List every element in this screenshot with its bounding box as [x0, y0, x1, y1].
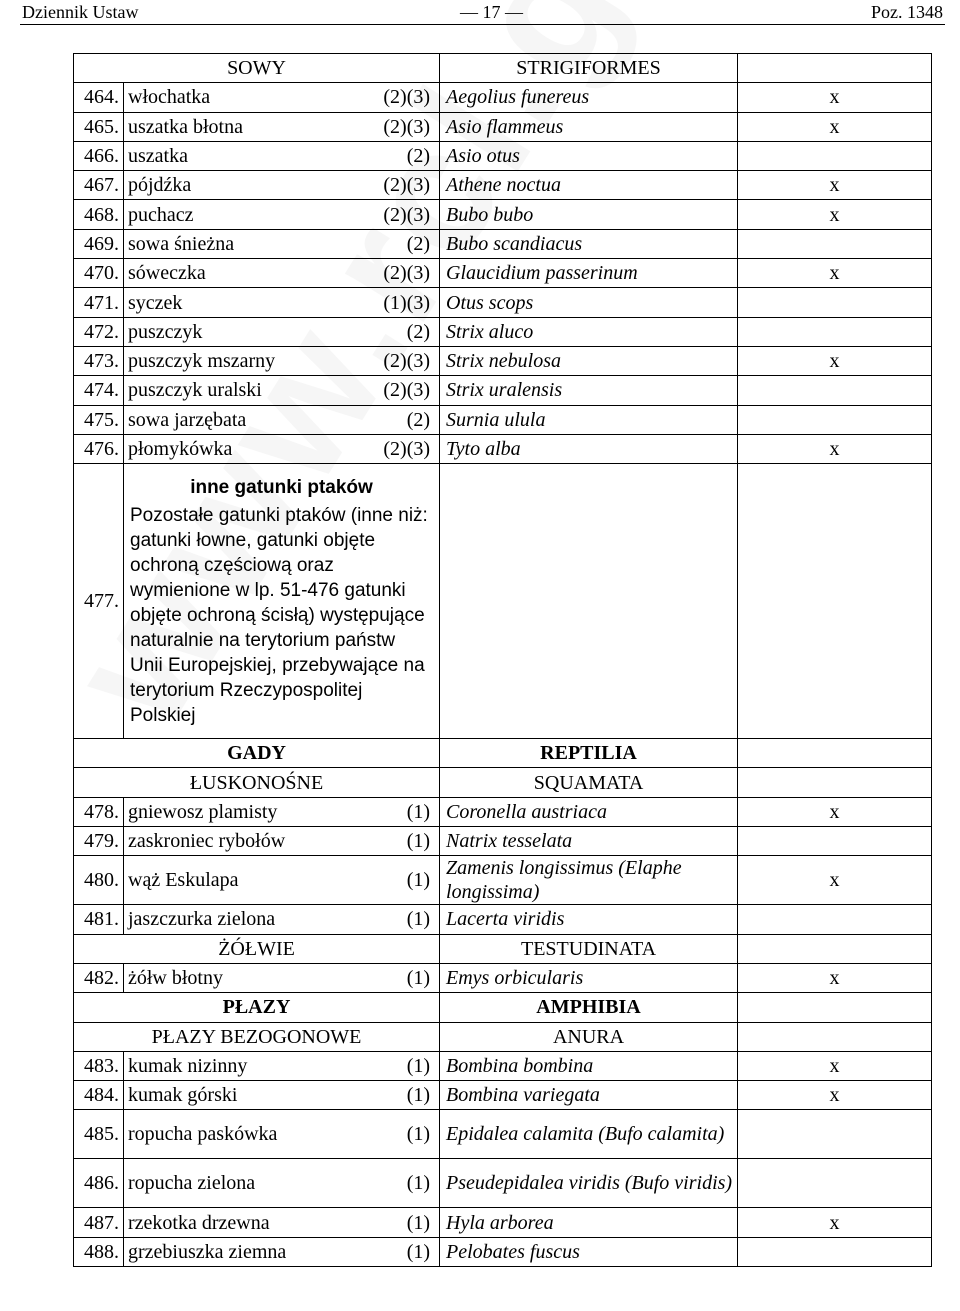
protection-code: (2)(3)	[383, 350, 431, 373]
species-name-cell	[124, 434, 440, 463]
species-row	[74, 229, 932, 258]
species-name-pl: puszczyk mszarny	[128, 350, 276, 373]
species-name-cell	[124, 141, 440, 170]
species-row	[74, 259, 932, 288]
mark-cell: x	[738, 963, 932, 992]
group-name-pl: SOWY	[74, 54, 440, 83]
species-name-latin: Coronella austriaca	[440, 797, 738, 826]
row-number: 483.	[74, 1051, 124, 1080]
species-name-cell	[124, 112, 440, 141]
protection-code: (2)(3)	[383, 438, 431, 460]
species-row	[74, 141, 932, 170]
species-row	[74, 171, 932, 200]
species-name-cell	[124, 1081, 440, 1110]
species-name-latin: Emys orbicularis	[440, 963, 738, 992]
protection-code: (2)	[406, 320, 431, 343]
species-name-cell	[124, 1159, 440, 1208]
protection-code: (1)	[406, 967, 431, 990]
species-name-pl: włochatka	[128, 86, 211, 109]
row-number: 472.	[74, 317, 124, 346]
group-name-pl: ŁUSKONOŚNE	[74, 768, 440, 797]
protection-code: (1)	[406, 830, 431, 853]
latin-name	[440, 464, 738, 739]
species-name-cell	[124, 797, 440, 826]
species-row	[74, 1110, 932, 1159]
species-name-cell	[124, 827, 440, 856]
row-number: 480.	[74, 856, 124, 905]
protection-code: (2)(3)	[383, 379, 431, 402]
group-name-pl: PŁAZY BEZOGONOWE	[74, 1022, 440, 1051]
protection-code: (2)(3)	[383, 174, 431, 197]
species-name-cell	[124, 1051, 440, 1080]
row-number: 482.	[74, 963, 124, 992]
species-name-cell	[124, 856, 440, 905]
page-header	[20, 0, 945, 25]
species-row	[74, 112, 932, 141]
species-row	[74, 376, 932, 405]
group-name-latin: AMPHIBIA	[440, 993, 738, 1022]
protection-code: (2)	[406, 408, 431, 431]
species-name-latin: Tyto alba	[440, 434, 738, 463]
mark-cell	[738, 768, 932, 797]
row-number: 473.	[74, 346, 124, 375]
species-name-pl: sowa jarzębata	[128, 408, 247, 431]
mark-cell: x	[738, 200, 932, 229]
other-species-heading: inne gatunki ptaków	[190, 476, 373, 498]
species-name-latin: Zamenis longissimus (Elaphe longissima)	[440, 856, 738, 905]
species-name-latin: Surnia ulula	[440, 405, 738, 434]
species-row	[74, 905, 932, 934]
mark-cell: x	[738, 797, 932, 826]
mark-cell	[738, 827, 932, 856]
mark-cell	[738, 905, 932, 934]
species-name-cell	[124, 1208, 440, 1237]
row-number: 476.	[74, 434, 124, 463]
species-name-pl: gniewosz plamisty	[128, 800, 278, 823]
species-name-pl: puszczyk uralski	[128, 379, 262, 402]
species-name-cell	[124, 200, 440, 229]
group-name-latin: ANURA	[440, 1022, 738, 1051]
row-number: 474.	[74, 376, 124, 405]
species-table	[73, 53, 932, 1267]
species-name-cell	[124, 288, 440, 317]
species-row	[74, 827, 932, 856]
species-row	[74, 1159, 932, 1208]
row-number: 488.	[74, 1237, 124, 1266]
protection-code: (2)(3)	[383, 115, 431, 138]
row-number: 468.	[74, 200, 124, 229]
species-row	[74, 1208, 932, 1237]
species-row	[74, 1081, 932, 1110]
other-species-description	[124, 464, 440, 739]
row-number: 478.	[74, 797, 124, 826]
row-number: 479.	[74, 827, 124, 856]
species-name-cell	[124, 376, 440, 405]
species-name-pl: sowa śnieżna	[128, 232, 235, 255]
protection-code: (1)	[406, 908, 431, 931]
species-name-cell	[124, 171, 440, 200]
section-header-row	[74, 54, 932, 83]
species-name-latin: Bubo scandiacus	[440, 229, 738, 258]
row-number: 464.	[74, 83, 124, 112]
other-species-row	[74, 464, 932, 739]
mark-cell	[738, 1110, 932, 1159]
species-name-pl: syczek	[128, 291, 183, 314]
mark-cell: x	[738, 856, 932, 905]
row-number: 487.	[74, 1208, 124, 1237]
protection-code: (1)	[406, 800, 431, 823]
species-row	[74, 856, 932, 905]
protection-code: (1)	[406, 1211, 431, 1234]
group-name-pl: PŁAZY	[74, 993, 440, 1022]
mark-cell	[738, 1237, 932, 1266]
species-name-latin: Pseudepidalea viridis (Bufo viridis)	[440, 1159, 738, 1208]
species-name-pl: rzekotka drzewna	[128, 1211, 270, 1234]
mark-cell	[738, 739, 932, 768]
section-header-row	[74, 768, 932, 797]
species-name-latin: Bombina bombina	[440, 1051, 738, 1080]
species-row	[74, 288, 932, 317]
species-name-cell	[124, 1110, 440, 1159]
protection-code: (2)	[406, 145, 431, 168]
protection-code: (2)	[406, 232, 431, 255]
group-name-pl: GADY	[74, 739, 440, 768]
protection-code: (1)	[406, 1123, 431, 1146]
species-name-cell	[124, 259, 440, 288]
mark-cell: x	[738, 171, 932, 200]
group-name-latin: REPTILIA	[440, 739, 738, 768]
species-name-pl: grzebiuszka ziemna	[128, 1240, 287, 1263]
species-name-latin: Otus scops	[440, 288, 738, 317]
row-number: 470.	[74, 259, 124, 288]
other-species-text: Pozostałe gatunki ptaków (inne niż: gatunki łowne, gatunki objęte ochroną częściową oraz wymienione w lp. 51-476 gatunki objęte ochroną ścisłą) występujące naturalnie na terytorium państw Unii Europejskiej, przebywające na terytorium Rzeczypospolitej Polskiej	[130, 504, 428, 726]
species-name-pl: puszczyk	[128, 320, 203, 343]
journal-title: Dziennik Ustaw	[22, 2, 139, 22]
protection-code: (2)(3)	[383, 86, 431, 109]
mark-cell	[738, 229, 932, 258]
species-row	[74, 1237, 932, 1266]
species-row	[74, 200, 932, 229]
species-name-cell	[124, 317, 440, 346]
species-name-latin: Asio otus	[440, 141, 738, 170]
species-name-latin: Lacerta viridis	[440, 905, 738, 934]
mark-cell	[738, 54, 932, 83]
species-name-cell	[124, 346, 440, 375]
species-name-pl: ropucha zielona	[128, 1172, 256, 1195]
protection-code: (1)	[406, 1054, 431, 1077]
protection-code: (1)	[406, 1084, 431, 1107]
protection-code: (2)(3)	[383, 203, 431, 226]
species-name-pl: ropucha paskówka	[128, 1123, 278, 1146]
species-name-latin: Asio flammeus	[440, 112, 738, 141]
group-name-latin: SQUAMATA	[440, 768, 738, 797]
species-name-latin: Bombina variegata	[440, 1081, 738, 1110]
species-name-latin: Pelobates fuscus	[440, 1237, 738, 1266]
species-name-cell	[124, 83, 440, 112]
mark-cell: x	[738, 83, 932, 112]
species-row	[74, 1051, 932, 1080]
row-number: 471.	[74, 288, 124, 317]
section-header-row	[74, 934, 932, 963]
species-name-latin: Hyla arborea	[440, 1208, 738, 1237]
species-name-latin: Aegolius funereus	[440, 83, 738, 112]
group-name-latin: TESTUDINATA	[440, 934, 738, 963]
species-name-pl: uszatka	[128, 145, 188, 168]
species-name-pl: zaskroniec rybołów	[128, 830, 286, 853]
row-number: 484.	[74, 1081, 124, 1110]
mark-cell	[738, 464, 932, 739]
mark-cell: x	[738, 346, 932, 375]
row-number: 465.	[74, 112, 124, 141]
mark-cell	[738, 288, 932, 317]
species-row	[74, 434, 932, 463]
mark-cell	[738, 141, 932, 170]
species-name-pl: uszatka błotna	[128, 115, 243, 138]
species-name-latin: Bubo bubo	[440, 200, 738, 229]
species-name-pl: żółw błotny	[128, 967, 223, 990]
mark-cell	[738, 993, 932, 1022]
mark-cell	[738, 376, 932, 405]
species-row	[74, 346, 932, 375]
species-name-latin: Strix aluco	[440, 317, 738, 346]
species-row	[74, 963, 932, 992]
species-name-pl: kumak nizinny	[128, 1054, 248, 1077]
species-row	[74, 797, 932, 826]
protection-code: (1)	[406, 869, 431, 892]
group-name-pl: ŻÓŁWIE	[74, 934, 440, 963]
row-number: 486.	[74, 1159, 124, 1208]
mark-cell: x	[738, 1081, 932, 1110]
row-number: 467.	[74, 171, 124, 200]
mark-cell: x	[738, 1208, 932, 1237]
row-number: 481.	[74, 905, 124, 934]
species-name-cell	[124, 905, 440, 934]
protection-code: (2)(3)	[383, 262, 431, 285]
row-number: 477.	[74, 464, 124, 739]
species-name-pl: jaszczurka zielona	[128, 908, 276, 931]
species-name-pl: płomykówka	[128, 438, 233, 460]
species-name-pl: wąż Eskulapa	[128, 869, 239, 892]
species-row	[74, 317, 932, 346]
mark-cell	[738, 405, 932, 434]
species-name-pl: sóweczka	[128, 262, 206, 285]
section-header-row	[74, 739, 932, 768]
species-name-latin: Natrix tesselata	[440, 827, 738, 856]
protection-code: (1)(3)	[383, 291, 431, 314]
mark-cell: x	[738, 434, 932, 463]
position-number: Poz. 1348	[871, 2, 943, 22]
species-name-pl: pójdźka	[128, 174, 192, 197]
mark-cell: x	[738, 259, 932, 288]
row-number: 475.	[74, 405, 124, 434]
species-row	[74, 83, 932, 112]
row-number: 485.	[74, 1110, 124, 1159]
row-number: 469.	[74, 229, 124, 258]
species-name-latin: Glaucidium passerinum	[440, 259, 738, 288]
page-number: — 17 —	[460, 2, 523, 22]
species-name-latin: Strix uralensis	[440, 376, 738, 405]
species-name-cell	[124, 1237, 440, 1266]
species-name-cell	[124, 963, 440, 992]
species-table-body	[74, 54, 932, 1267]
species-name-cell	[124, 405, 440, 434]
protection-code: (1)	[406, 1172, 431, 1195]
species-row	[74, 405, 932, 434]
species-name-latin: Strix nebulosa	[440, 346, 738, 375]
species-name-pl: puchacz	[128, 203, 194, 226]
protection-code: (1)	[406, 1240, 431, 1263]
section-header-row	[74, 993, 932, 1022]
species-name-latin: Athene noctua	[440, 171, 738, 200]
mark-cell	[738, 1022, 932, 1051]
mark-cell	[738, 934, 932, 963]
mark-cell	[738, 1159, 932, 1208]
group-name-latin: STRIGIFORMES	[440, 54, 738, 83]
species-name-cell	[124, 229, 440, 258]
species-name-pl: kumak górski	[128, 1084, 238, 1107]
mark-cell: x	[738, 112, 932, 141]
species-name-latin: Epidalea calamita (Bufo calamita)	[440, 1110, 738, 1159]
row-number: 466.	[74, 141, 124, 170]
section-header-row	[74, 1022, 932, 1051]
mark-cell	[738, 317, 932, 346]
mark-cell: x	[738, 1051, 932, 1080]
